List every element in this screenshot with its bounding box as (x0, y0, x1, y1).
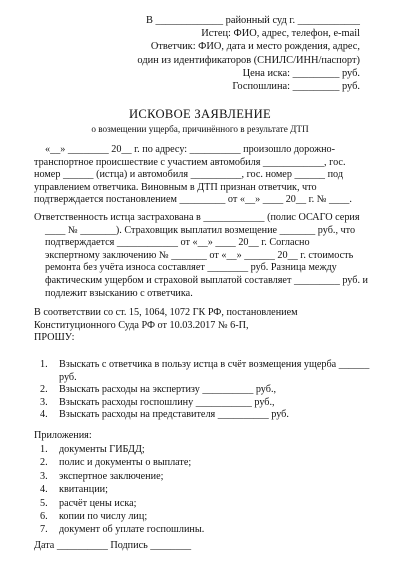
paragraph-line: Конституционного Суда РФ от 10.03.2017 № 6-П, (34, 319, 249, 331)
list-number: 3. (40, 470, 48, 482)
list-item (40, 523, 360, 536)
list-item (40, 483, 360, 496)
document-subtitle: о возмещении ущерба, причинённого в результате ДТП (91, 124, 309, 134)
defendant-line-2: один из идентификаторов (СНИЛС/ИНН/паспорт) (137, 54, 360, 66)
list-text: Взыскать расходы на представителя __________ руб. (59, 409, 289, 421)
list-number: 7. (40, 524, 48, 536)
list-item (40, 409, 370, 422)
list-item (40, 359, 370, 372)
insurance-paragraph (34, 212, 372, 300)
paragraph-line: экспертному заключению № _______ от «__» ______ 20__ г. стоимость (45, 249, 354, 261)
list-text: экспертное заключение; (59, 470, 164, 482)
list-number: 4. (40, 484, 48, 496)
list-number: 1. (40, 359, 48, 370)
defendant-line-1: Ответчик: ФИО, дата и место рождения, адрес, (150, 41, 360, 53)
list-text: расчёт цены иска; (59, 497, 137, 509)
paragraph-line: подлежит взысканию с ответчика. (45, 287, 193, 299)
claim-price-line: Цена иска: _________ руб. (242, 67, 360, 79)
court-line: В _____________ районный суд г. ____________ (145, 15, 360, 26)
list-number: 2. (40, 457, 48, 469)
list-text: копии по числу лиц; (59, 511, 148, 523)
paragraph-line: управлением ответчика. Виновным в ДТП признан ответчик, что (34, 181, 317, 193)
list-number: 6. (40, 511, 48, 523)
list-text: документ об уплате госпошлины. (59, 524, 205, 536)
list-number: 4. (40, 409, 48, 421)
paragraph-line: фактическим ущербом и страховой выплатой составляет _________ руб. и (45, 274, 368, 286)
list-number: 5. (40, 497, 48, 509)
list-text: Взыскать расходы на экспертизу __________ руб., (59, 384, 277, 396)
attachments-list (40, 443, 360, 537)
list-text-continuation: руб. (59, 371, 77, 383)
paragraph-line: ремонта без учёта износа составляет ________ руб. Разница между (45, 262, 337, 274)
list-text: полис и документы о выплате; (59, 457, 192, 469)
list-number: 3. (40, 396, 48, 408)
paragraph-line: ____ № _______). Страховщик выплатил возмещение _______ руб., что (45, 224, 356, 236)
list-item (40, 497, 360, 510)
document-header (137, 14, 360, 93)
request-heading: ПРОШУ: (34, 332, 75, 344)
paragraph-line: номер ______ (истца) и автомобиля __________, гос. номер ______ под (34, 169, 344, 181)
list-number: 1. (40, 444, 48, 455)
document-title: ИСКОВОЕ ЗАЯВЛЕНИЕ (129, 107, 271, 121)
list-item (40, 384, 370, 397)
accident-paragraph (34, 144, 372, 207)
paragraph-line: подтверждается ____________ от «__» ____ 20__ г. Согласно (45, 237, 310, 249)
list-number: 2. (40, 384, 48, 396)
list-item (40, 470, 360, 483)
list-text: квитанции; (59, 484, 108, 496)
paragraph-line: «__» ________ 20__ г. по адресу: __________ произошло дорожно- (45, 144, 336, 155)
list-item (40, 443, 360, 456)
paragraph-line: В соответствии со ст. 15, 1064, 1072 ГК РФ, постановлением (34, 307, 298, 318)
request-list (40, 359, 370, 422)
paragraph-line: Ответственность истца застрахована в ____________ (полис ОСАГО серия (34, 212, 360, 223)
list-text: документы ГИБДД; (59, 444, 145, 455)
list-item (40, 510, 360, 523)
paragraph-line: транспортное происшествие с участием автомобиля ____________, гос. (34, 156, 346, 168)
signature-line: Дата __________ Подпись ________ (34, 540, 192, 551)
list-text: Взыскать с ответчика в пользу истца в счёт возмещения ущерба ______ (59, 359, 370, 370)
plaintiff-line: Истец: ФИО, адрес, телефон, e-mail (201, 28, 360, 40)
list-text: Взыскать расходы госпошлину ___________ руб., (59, 396, 275, 408)
state-fee-line: Госпошлина: _________ руб. (232, 81, 360, 93)
attachments-heading: Приложения: (34, 430, 92, 441)
legal-basis-paragraph (34, 307, 372, 345)
list-item (40, 456, 360, 469)
paragraph-line: подтверждается постановлением _________ от «__» ____ 20__ г. № ____. (34, 194, 352, 206)
list-item (40, 397, 370, 410)
